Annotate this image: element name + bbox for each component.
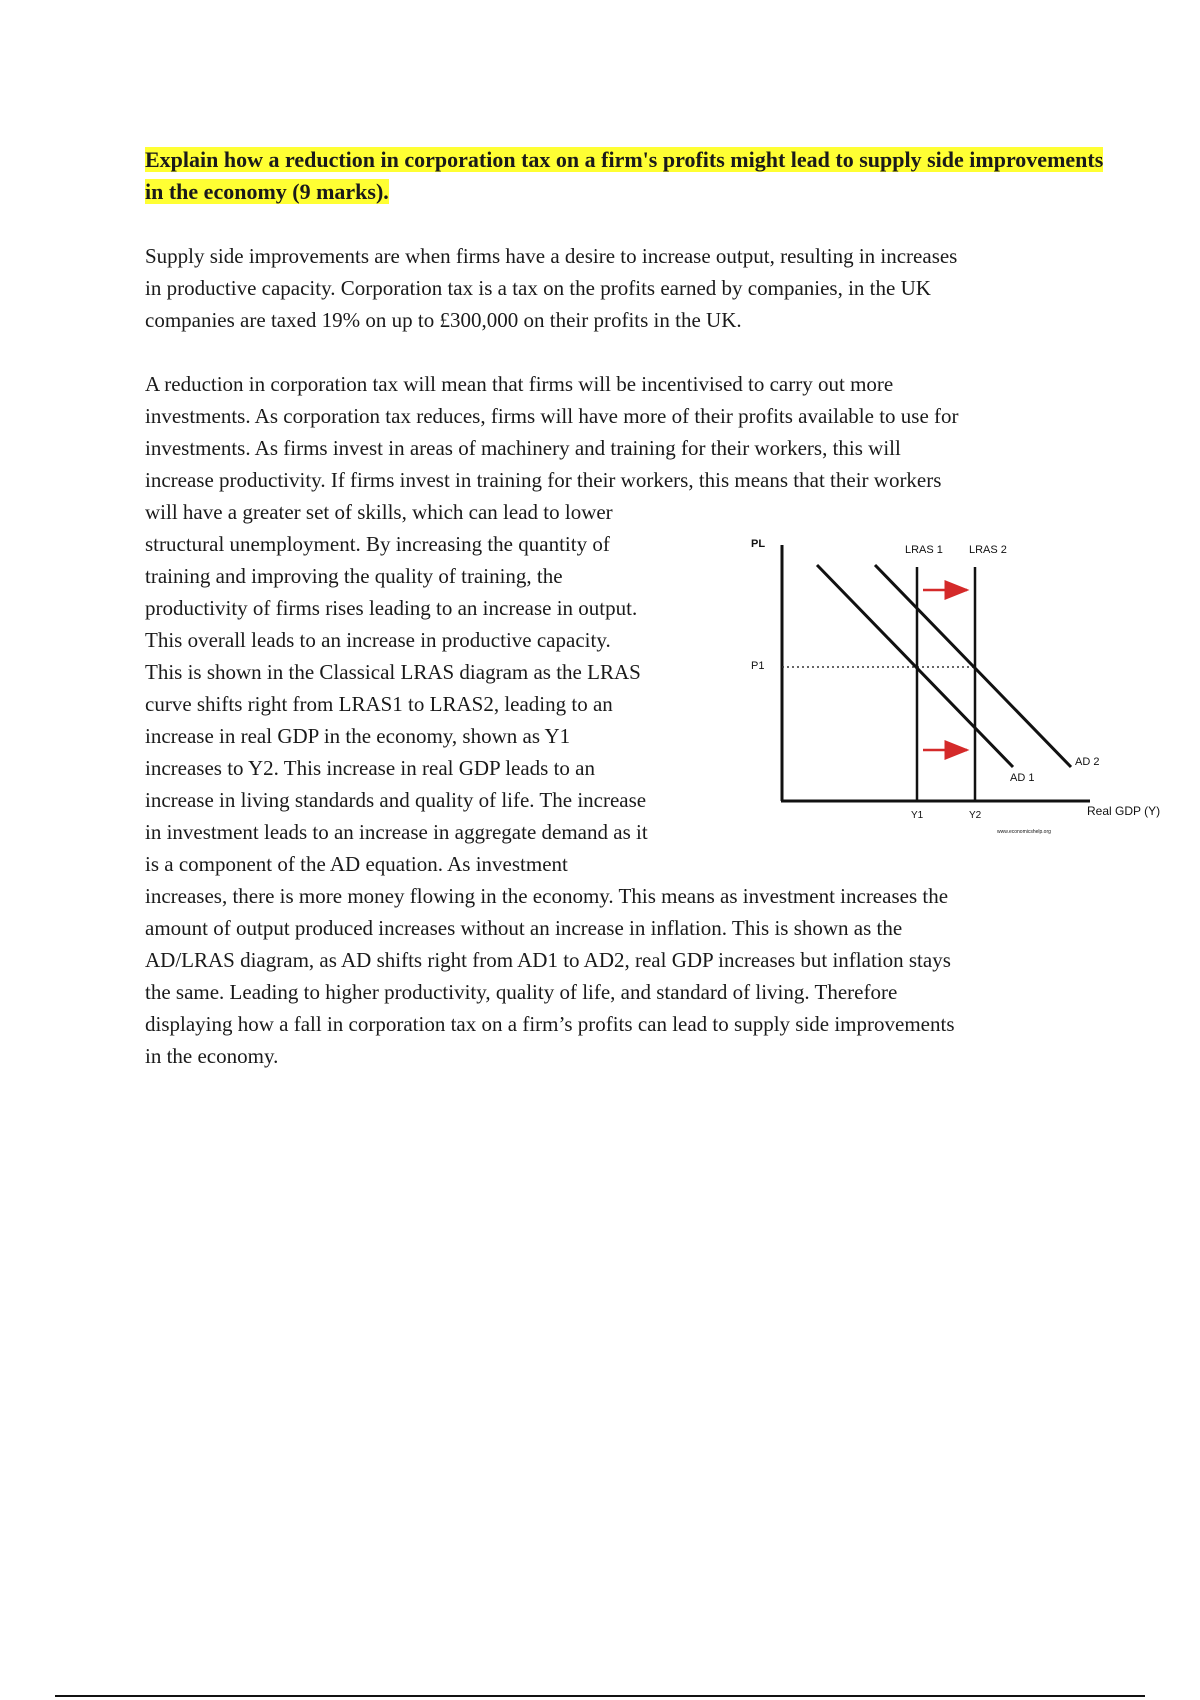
paragraph-line: structural unemployment. By increasing the quantity of bbox=[145, 532, 610, 556]
paragraph-line: investments. As corporation tax reduces, firms will have more of their profits available to use for bbox=[145, 404, 959, 428]
paragraph-line: This overall leads to an increase in productive capacity. bbox=[145, 628, 611, 652]
y1-label: Y1 bbox=[911, 810, 924, 821]
x-axis-label: Real GDP (Y) bbox=[1087, 804, 1161, 818]
paragraph-line: productivity of firms rises leading to an increase in output. bbox=[145, 596, 638, 620]
lras1-label: LRAS 1 bbox=[905, 544, 943, 556]
paragraph-line: curve shifts right from LRAS1 to LRAS2, leading to an bbox=[145, 692, 613, 716]
paragraph-line: training and improving the quality of training, the bbox=[145, 564, 563, 588]
paragraph-line: the same. Leading to higher productivity, quality of life, and standard of living. Therefore bbox=[145, 980, 898, 1004]
paragraph-line: increases, there is more money flowing in the economy. This means as investment increases the bbox=[145, 884, 949, 908]
paragraph-line: displaying how a fall in corporation tax on a firm’s profits can lead to supply side improvements bbox=[145, 1012, 955, 1036]
paragraph-line: increase in real GDP in the economy, shown as Y1 bbox=[145, 724, 571, 748]
page-bottom-rule bbox=[55, 1695, 1145, 1697]
ad2-label: AD 2 bbox=[1075, 756, 1100, 768]
paragraph-line: amount of output produced increases without an increase in inflation. This is shown as the bbox=[145, 916, 903, 940]
question-heading bbox=[145, 144, 1105, 208]
paragraph-line: increase in living standards and quality of life. The increase bbox=[145, 788, 647, 812]
paragraph-line: in productive capacity. Corporation tax is a tax on the profits earned by companies, in the UK bbox=[145, 276, 931, 300]
lras2-label: LRAS 2 bbox=[969, 544, 1007, 556]
paragraph-line: in the economy. bbox=[145, 1044, 279, 1068]
paragraph-line: Supply side improvements are when firms have a desire to increase output, resulting in increases bbox=[145, 244, 958, 268]
question-highlight: Explain how a reduction in corporation tax on a firm's profits might lead to supply side improvements in the economy (9 marks). bbox=[145, 147, 1104, 204]
price-level-label: P1 bbox=[751, 660, 765, 672]
paragraph-line: AD/LRAS diagram, as AD shifts right from AD1 to AD2, real GDP increases but inflation stays bbox=[145, 948, 951, 972]
paragraph-line: investments. As firms invest in areas of machinery and training for their workers, this will bbox=[145, 436, 901, 460]
paragraph-line: increase productivity. If firms invest in training for their workers, this means that their workers bbox=[145, 468, 942, 492]
paragraph-line: in investment leads to an increase in aggregate demand as it bbox=[145, 820, 648, 844]
paragraph-line: will have a greater set of skills, which can lead to lower bbox=[145, 500, 613, 524]
paragraph-line: A reduction in corporation tax will mean that firms will be incentivised to carry out more bbox=[145, 372, 894, 396]
paragraph-line: is a component of the AD equation. As investment bbox=[145, 852, 568, 876]
paragraph-intro bbox=[145, 240, 1095, 336]
paragraph-line: This is shown in the Classical LRAS diagram as the LRAS bbox=[145, 660, 641, 684]
y2-label: Y2 bbox=[969, 810, 982, 821]
ad1-line bbox=[817, 565, 1013, 767]
lras-ad-diagram bbox=[745, 525, 1175, 845]
paragraph-line: companies are taxed 19% on up to £300,000 on their profits in the UK. bbox=[145, 308, 742, 332]
y-axis-label: PL bbox=[751, 538, 766, 550]
ad1-label: AD 1 bbox=[1010, 772, 1035, 784]
ad2-line bbox=[875, 565, 1071, 767]
paragraph-line: increases to Y2. This increase in real GDP leads to an bbox=[145, 756, 596, 780]
watermark-text: www.economicshelp.org bbox=[997, 829, 1051, 835]
diagram-svg bbox=[745, 525, 1175, 845]
